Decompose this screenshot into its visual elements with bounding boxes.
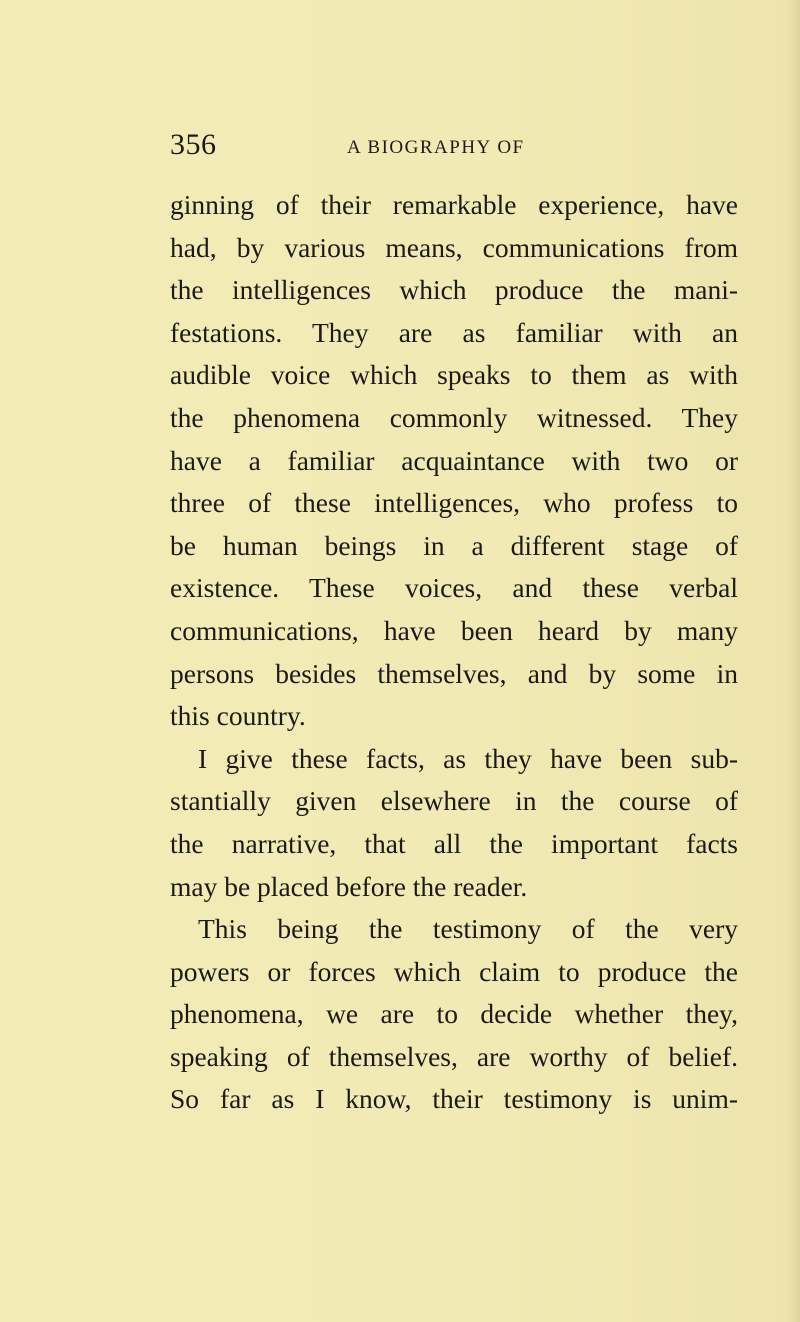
text-line: the narrative, that all the important facts [170,827,738,859]
text-line: communications, have been heard by many [170,614,738,646]
text-line: ginning of their remarkable experience, have [170,189,738,220]
text-line: So far as I know, their testimony is unim- [170,1083,738,1115]
text-line: may be placed before the reader. [170,870,528,902]
text-line: This being the testimony of the very [198,913,738,945]
text-line: festations. They are as familiar with an [170,316,738,348]
text-line: speaking of themselves, are worthy of belief. [170,1040,738,1072]
running-head [170,128,730,172]
text-line: stantially given elsewhere in the course of [170,785,738,817]
running-title: A BIOGRAPHY OF [347,137,525,158]
text-line: phenomena, we are to decide whether they, [170,998,738,1030]
page-edge-shadow [786,0,800,1322]
text-line: be human beings in a different stage of [170,529,738,561]
text-line: three of these intelligences, who profess to [170,487,738,519]
text-line: this country. [170,700,306,732]
page-number: 356 [170,128,217,161]
text-line: existence. These voices, and these verbal [170,572,738,604]
text-line: I give these facts, as they have been sub- [198,742,738,774]
text-line: the intelligences which produce the mani- [170,274,738,306]
text-line: the phenomena commonly witnessed. They [170,401,738,433]
body-text [170,184,738,1121]
text-line: audible voice which speaks to them as with [170,359,738,391]
text-line: powers or forces which claim to produce the [170,955,738,987]
text-line: have a familiar acquaintance with two or [170,444,738,476]
text-line: had, by various means, communications from [170,231,738,263]
text-line: persons besides themselves, and by some in [170,657,738,689]
